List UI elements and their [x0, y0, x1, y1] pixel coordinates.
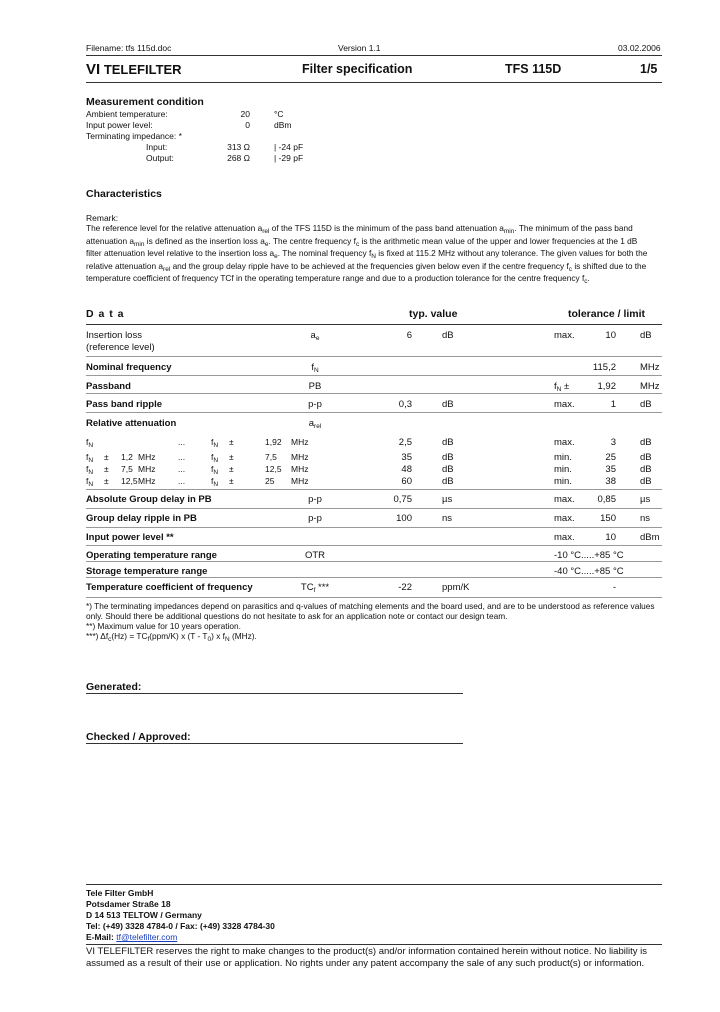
atten-cell: $f_N$	[211, 476, 219, 488]
data-row-symbol: $TC_f$ ***	[300, 582, 330, 594]
version: Version 1.1	[338, 43, 381, 53]
measurement-unit: | -24 pF	[274, 142, 304, 152]
data-row-label: Insertion loss	[86, 330, 142, 341]
data-row-limit-value: 10	[605, 532, 616, 543]
data-row-unit: ppm/K	[442, 582, 470, 593]
data-row-limit-value: 10	[605, 330, 616, 341]
data-row-limit-type: max.	[554, 532, 575, 543]
data-row-sublabel: (reference level)	[86, 342, 155, 353]
atten-cell: $f_N$	[211, 437, 219, 449]
data-row-limit-type: max.	[554, 399, 575, 410]
atten-limit-value: 3	[610, 437, 616, 448]
footer-disclaimer-1: VI TELEFILTER reserves the right to make changes to the product(s) and/or information contained herein without notice. No liability is	[86, 946, 647, 957]
measurement-unit: °C	[274, 109, 284, 119]
data-row-typ: -22	[398, 582, 412, 593]
footer-tel: Tel: (+49) 3328 4784-0 / Fax: (+49) 3328 4784-30	[86, 921, 275, 931]
part-number: TFS 115D	[505, 62, 562, 76]
atten-typ: 48	[401, 464, 412, 475]
data-row-typ: 100	[396, 513, 412, 524]
atten-cell: $f_N$	[86, 476, 94, 488]
data-row-limit-value: 0,85	[597, 494, 616, 505]
remark-line: filter attenuation level relative to the insertion loss $a_e$. The nominal frequency $f_N$ is fixed at 115.2 MHz without any tolerance. The given values for both the	[86, 248, 648, 260]
data-row-limit-value: -	[612, 582, 616, 593]
data-row-label: Storage temperature range	[86, 566, 208, 577]
data-row-symbol: p-p	[308, 399, 322, 410]
measurement-value: 268 Ω	[227, 153, 250, 163]
data-row-label: Input power level **	[86, 532, 174, 543]
characteristics-title: Characteristics	[86, 188, 162, 200]
data-row-limit-unit: µs	[640, 494, 651, 505]
row-separator	[86, 508, 662, 509]
row-separator	[86, 393, 662, 394]
atten-cell: MHz	[291, 437, 309, 447]
footnote-line: **) Maximum value for 10 years operation.	[86, 621, 241, 631]
atten-cell: ...	[178, 452, 186, 462]
atten-unit: dB	[442, 464, 454, 475]
footer-city: D 14 513 TELTOW / Germany	[86, 910, 202, 920]
data-row-unit: ns	[442, 513, 453, 524]
atten-cell: MHz	[138, 452, 156, 462]
atten-cell: ...	[178, 437, 186, 447]
data-row-limit-unit: MHz	[640, 381, 660, 392]
row-separator	[86, 356, 662, 357]
row-separator	[86, 561, 662, 562]
measurement-title: Measurement condition	[86, 96, 204, 108]
data-row-limit-unit: dB	[640, 399, 652, 410]
data-row-typ: 6	[406, 330, 412, 341]
data-row-limit-value: 150	[600, 513, 616, 524]
footer-email-link[interactable]: tf@telefilter.com	[116, 932, 178, 942]
data-row-unit: dB	[442, 330, 454, 341]
atten-unit: dB	[442, 452, 454, 463]
data-row-symbol: p-p	[308, 513, 322, 524]
data-row-symbol: PB	[308, 381, 322, 392]
remark-line: The reference level for the relative attenuation $a_{rel}$ of the TFS 115D is the minimum of the pass band attenuation $a_{min}$. The minimum of the pass band	[86, 223, 633, 235]
measurement-value: 20	[240, 109, 250, 119]
page-number: 1/5	[640, 62, 658, 76]
atten-cell: $f_N$	[86, 464, 94, 476]
atten-limit-value: 25	[605, 452, 616, 463]
table-head-tolerance: tolerance / limit	[568, 308, 646, 320]
atten-cell: 25	[265, 476, 275, 486]
atten-cell: MHz	[138, 476, 156, 486]
brand-name: TELEFILTER	[103, 62, 182, 77]
atten-typ: 2,5	[398, 437, 412, 448]
doc-title: Filter specification	[302, 62, 413, 76]
row-separator	[86, 597, 662, 598]
table-head-typ: typ. value	[409, 308, 458, 320]
data-row-label: Group delay ripple in PB	[86, 513, 197, 524]
row-separator	[86, 527, 662, 528]
atten-cell: ±	[229, 452, 234, 462]
data-row-limit-value: 1,92	[597, 381, 616, 392]
row-separator	[86, 412, 662, 413]
measurement-label: Terminating impedance: *	[86, 131, 182, 141]
measurement-unit: dBm	[274, 120, 292, 130]
table-head-data: D a t a	[86, 308, 125, 320]
atten-cell: MHz	[291, 464, 309, 474]
data-row-limit-type: max.	[554, 330, 575, 341]
measurement-value: 0	[245, 120, 250, 130]
atten-cell: $f_N$	[211, 452, 219, 464]
generated-signature-line[interactable]	[86, 693, 463, 694]
atten-cell: ±	[229, 464, 234, 474]
atten-cell: 12,5	[265, 464, 282, 474]
atten-unit: dB	[442, 476, 454, 487]
atten-limit-unit: dB	[640, 437, 652, 448]
atten-cell: $f_N$	[86, 437, 94, 449]
row-separator	[86, 545, 662, 546]
atten-typ: 35	[401, 452, 412, 463]
remark-line: temperature coefficient of frequency TCf in the operating temperature range and due to a production tolerance for the centre frequency $f_c$.	[86, 273, 590, 285]
data-row-label: Relative attenuation	[86, 418, 177, 429]
data-row-unit: dB	[442, 399, 454, 410]
data-row-limit-type: $f_N$ ±	[554, 381, 570, 393]
data-row-limit-unit: MHz	[640, 362, 660, 373]
checked-label: Checked / Approved:	[86, 731, 191, 743]
footnote-line: ***) $\Delta f_c(Hz) = TC_f(ppm/K)$ x $(T - T_0)$ x $f_N$ (MHz).	[86, 631, 257, 643]
atten-cell: MHz	[138, 464, 156, 474]
measurement-unit: | -29 pF	[274, 153, 304, 163]
remark-line: attenuation $a_{min}$ is defined as the insertion loss $a_e$. The centre frequency $f_c$ is the arithmetic mean value of the upper and lower frequencies at the 1 dB	[86, 235, 638, 248]
data-row-limit-unit: dB	[640, 330, 652, 341]
atten-limit-type: min.	[554, 476, 572, 487]
atten-limit-type: max.	[554, 437, 575, 448]
atten-limit-unit: dB	[640, 476, 652, 487]
data-row-typ: 0,3	[398, 399, 412, 410]
remark-line: relative attenuation $a_{rel}$ and the group delay ripple have to be achieved at the frequencies given below even if the centre frequency $f_c$ is shifted due to the	[86, 260, 647, 273]
data-row-label: Operating temperature range	[86, 550, 217, 561]
atten-cell: ...	[178, 476, 186, 486]
atten-cell: ±	[229, 437, 234, 447]
atten-limit-unit: dB	[640, 464, 652, 475]
footer-email-label: E-Mail:	[86, 932, 114, 942]
atten-limit-value: 35	[605, 464, 616, 475]
footer-street: Potsdamer Straße 18	[86, 899, 171, 909]
atten-cell: $f_N$	[211, 464, 219, 476]
row-separator	[86, 489, 662, 490]
data-row-limit-type: max.	[554, 494, 575, 505]
row-separator	[86, 577, 662, 578]
atten-cell: 7,5	[265, 452, 277, 462]
atten-typ: 60	[401, 476, 412, 487]
atten-cell: 12,5	[121, 476, 138, 486]
atten-limit-value: 38	[605, 476, 616, 487]
row-separator	[86, 375, 662, 376]
footer-disclaimer-2: assumed as a result of their use or application. No rights under any patent accompany the sale of any such product(s) or information.	[86, 958, 645, 969]
data-row-limit-unit: ns	[640, 513, 651, 524]
data-row-typ: 0,75	[393, 494, 412, 505]
checked-signature-line[interactable]	[86, 743, 463, 744]
data-row-unit: µs	[442, 494, 453, 505]
atten-limit-type: min.	[554, 464, 572, 475]
atten-cell: ±	[104, 464, 109, 474]
data-row-limit-value: -40 °C.....+85 °C	[554, 566, 624, 577]
atten-cell: MHz	[291, 476, 309, 486]
atten-cell: $f_N$	[86, 452, 94, 464]
atten-limit-type: min.	[554, 452, 572, 463]
data-row-limit-type: max.	[554, 513, 575, 524]
atten-unit: dB	[442, 437, 454, 448]
atten-cell: ±	[229, 476, 234, 486]
atten-cell: ±	[104, 476, 109, 486]
data-row-limit-value: -10 °C.....+85 °C	[554, 550, 624, 561]
footnote-line: *) The terminating impedances depend on parasitics and q-values of matching elements and the board used, and are to be understood as reference values	[86, 601, 655, 611]
measurement-label: Input:	[146, 142, 168, 152]
measurement-label: Output:	[146, 153, 174, 163]
data-row-symbol: $a_e$	[310, 330, 320, 342]
filename: Filename: tfs 115d.doc	[86, 43, 172, 53]
data-row-symbol: $a_{rel}$	[308, 418, 322, 430]
data-row-label: Temperature coefficient of frequency	[86, 582, 253, 593]
atten-cell: 7,5	[121, 464, 133, 474]
measurement-label: Input power level:	[86, 120, 153, 130]
atten-cell: 1,2	[121, 452, 133, 462]
atten-cell: 1,92	[265, 437, 282, 447]
footnote-line: only. Should there be additional questions do not hesitate to ask for an application note or contact our design team.	[86, 611, 508, 621]
data-row-label: Passband	[86, 381, 131, 392]
data-row-label: Absolute Group delay in PB	[86, 494, 212, 505]
data-row-symbol: $f_N$	[311, 362, 319, 374]
data-row-label: Nominal frequency	[86, 362, 172, 373]
data-row-symbol: OTR	[304, 550, 326, 561]
data-row-limit-value: 1	[610, 399, 616, 410]
generated-label: Generated:	[86, 681, 142, 693]
brand-vi: VI	[86, 61, 101, 78]
data-row-label: Pass band ripple	[86, 399, 163, 410]
atten-cell: ±	[104, 452, 109, 462]
remark-label: Remark:	[86, 213, 119, 223]
brand-logo	[86, 61, 182, 78]
atten-cell: ...	[178, 464, 186, 474]
measurement-value: 313 Ω	[227, 142, 250, 152]
data-row-limit-value: 115,2	[592, 362, 616, 373]
atten-limit-unit: dB	[640, 452, 652, 463]
data-row-symbol: p-p	[308, 494, 322, 505]
data-row-limit-unit: dBm	[640, 532, 660, 543]
header-date: 03.02.2006	[618, 43, 661, 53]
measurement-label: Ambient temperature:	[86, 109, 168, 119]
atten-cell: MHz	[291, 452, 309, 462]
footer-company: Tele Filter GmbH	[86, 888, 154, 898]
